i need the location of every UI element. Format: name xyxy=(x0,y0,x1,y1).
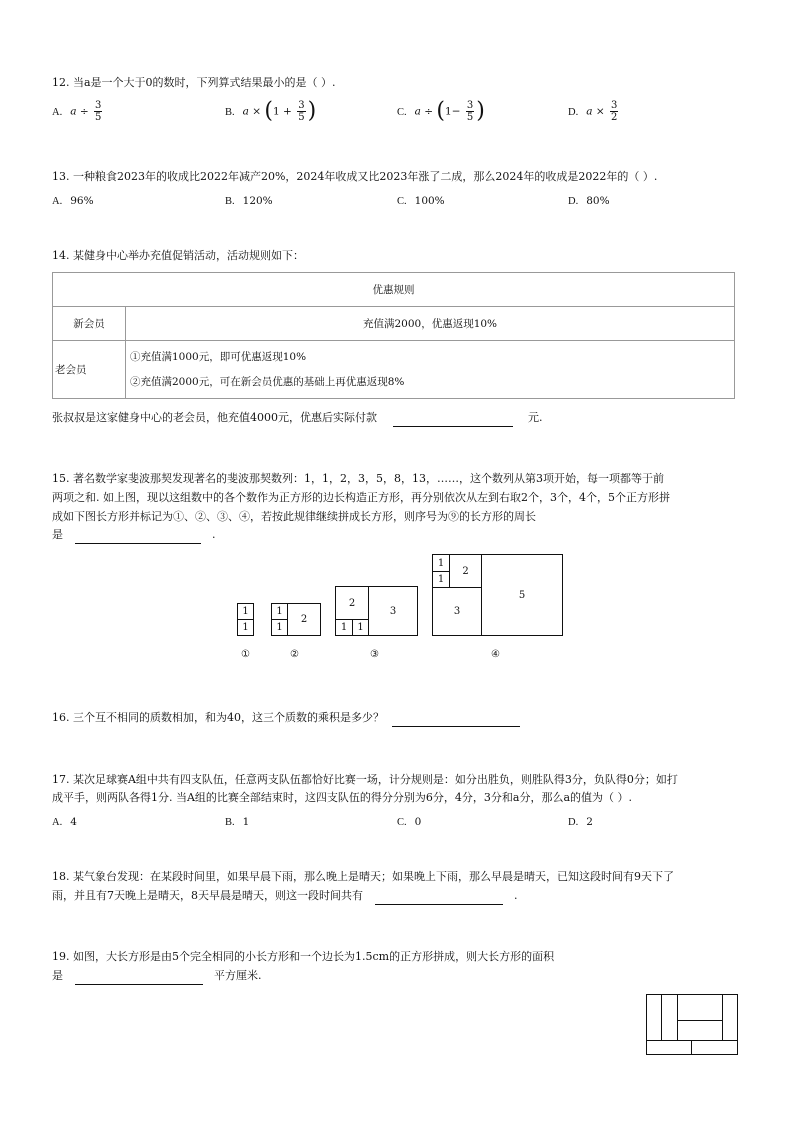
square-1: 1 xyxy=(271,619,288,636)
fraction: $\frac{3}{5}$ xyxy=(298,100,305,123)
answer-blank[interactable] xyxy=(392,726,520,727)
q12-option-d[interactable]: D. a × $\frac{3}{2}$ xyxy=(568,100,618,123)
q19-line1: 19. 如图，大长方形是由5个完全相同的小长方形和一个边长为1.5cm的正方形拼成，则大长方形的面积 xyxy=(52,950,555,963)
q15-line3: 成如下图长方形并标记为①、②、③、④，若按此规律继续拼成长方形，则序号为⑨的长方形的周长 xyxy=(52,510,536,523)
q17-option-d[interactable]: D. 2 xyxy=(568,816,593,828)
fraction: $\frac{3}{5}$ xyxy=(94,100,102,123)
figure-label-1: ① xyxy=(241,649,250,660)
q13-option-a[interactable]: A. 96% xyxy=(52,195,94,207)
q17-option-b[interactable]: B. 1 xyxy=(225,816,250,828)
square-2: 2 xyxy=(449,554,482,588)
q15-line1: 15. 著名数学家斐波那契发现著名的斐波那契数列：1，1，2，3，5，8，13，……，这个数列从第3项开始，每一项都等于前 xyxy=(52,472,664,485)
divider-line xyxy=(677,1020,722,1021)
q19-line2: 是 平方厘米. xyxy=(52,967,262,985)
large-rectangle xyxy=(646,994,738,1055)
square-2: 2 xyxy=(287,603,321,636)
new-member-label: 新会员 xyxy=(53,307,126,341)
square-1: 1 xyxy=(352,619,369,636)
answer-blank[interactable] xyxy=(375,904,503,905)
figure-label-2: ② xyxy=(290,649,299,660)
square-1: 1 xyxy=(237,619,254,636)
divider-line xyxy=(661,994,662,1041)
square-1: 1 xyxy=(237,603,254,620)
answer-blank[interactable] xyxy=(75,984,203,985)
q17-line2: 成平手，则两队各得1分. 当A组的比赛全部结束时，这四支队伍的得分分别为6分，4分，3分和a分，那么a的值为（ ）. xyxy=(52,791,633,804)
q17-line1: 17. 某次足球赛A组中共有四支队伍，任意两支队伍都恰好比赛一场，计分规则是：如分出胜负，则胜队得3分，负队得0分；如打 xyxy=(52,773,678,786)
square-5: 5 xyxy=(481,554,563,636)
figure-label-4: ④ xyxy=(491,649,500,660)
square-1: 1 xyxy=(432,554,450,572)
divider-line xyxy=(691,1040,692,1055)
q14-stem: 14. 某健身中心举办充值促销活动，活动规则如下： xyxy=(52,249,304,262)
q15-line4: 是 . xyxy=(52,526,216,544)
divider-line xyxy=(677,994,678,1041)
q13-option-c[interactable]: C. 100% xyxy=(397,195,445,207)
q12-stem: 12. 当a是一个大于0的数时，下列算式结果最小的是（ ）. xyxy=(52,76,336,89)
figure-label-3: ③ xyxy=(370,649,379,660)
divider-line xyxy=(722,994,723,1041)
fraction: $\frac{3}{5}$ xyxy=(466,100,474,123)
q13-option-d[interactable]: D. 80% xyxy=(568,195,610,207)
q13-stem: 13. 一种粮食2023年的收成比2022年减产20%，2024年收成又比2023年涨了二成，那么2024年的收成是2022年的（ ）. xyxy=(52,170,658,183)
q16-stem: 16. 三个互不相同的质数相加，和为40，这三个质数的乘积是多少？ xyxy=(52,709,520,727)
new-member-rule: 充值满2000，优惠返现10% xyxy=(126,307,735,341)
old-member-rule-1: ①充值满1000元，即可优惠返现10% xyxy=(130,350,307,363)
square-3: 3 xyxy=(432,587,482,636)
square-3: 3 xyxy=(368,586,418,636)
table-header: 优惠规则 xyxy=(53,273,735,307)
q18-line1: 18. 某气象台发现：在某段时间里，如果早晨下雨，那么晚上是晴天；如果晚上下雨，那么早晨是晴天，已知这段时间有9天下了 xyxy=(52,870,674,883)
square-1: 1 xyxy=(335,619,353,636)
square-1: 1 xyxy=(432,571,450,588)
q17-option-c[interactable]: C. 0 xyxy=(397,816,422,828)
promo-rules-table xyxy=(52,272,735,399)
q12-option-b[interactable]: B. a × (1 + $\frac{3}{5}$ ) xyxy=(225,98,317,124)
fraction: $\frac{3}{2}$ xyxy=(610,100,618,123)
square-1: 1 xyxy=(271,603,288,620)
q13-option-b[interactable]: B. 120% xyxy=(225,195,273,207)
old-member-label: 老会员 xyxy=(53,341,126,399)
q12-option-a[interactable]: A. a ÷ $\frac{3}{5}$ xyxy=(52,100,102,123)
answer-blank[interactable] xyxy=(75,543,201,544)
divider-line xyxy=(646,1040,738,1041)
q17-option-a[interactable]: A. 4 xyxy=(52,816,77,828)
old-member-rule-2: ②充值满2000元，可在新会员优惠的基础上再优惠返现8% xyxy=(130,375,405,388)
q15-line2: 两项之和. 如上图，现以这组数中的各个数作为正方形的边长构造正方形，再分别依次从左到右取2个，3个，4个，5个正方形拼 xyxy=(52,491,670,504)
answer-blank[interactable] xyxy=(393,426,513,427)
q18-line2: 雨，并且有7天晚上是晴天，8天早晨是晴天，则这一段时间共有 . xyxy=(52,887,518,905)
q14-question: 张叔叔是这家健身中心的老会员，他充值4000元，优惠后实际付款 元. xyxy=(52,409,543,427)
q12-option-c[interactable]: C. a ÷ (1− $\frac{3}{5}$ ) xyxy=(397,98,485,124)
square-2: 2 xyxy=(335,586,369,620)
